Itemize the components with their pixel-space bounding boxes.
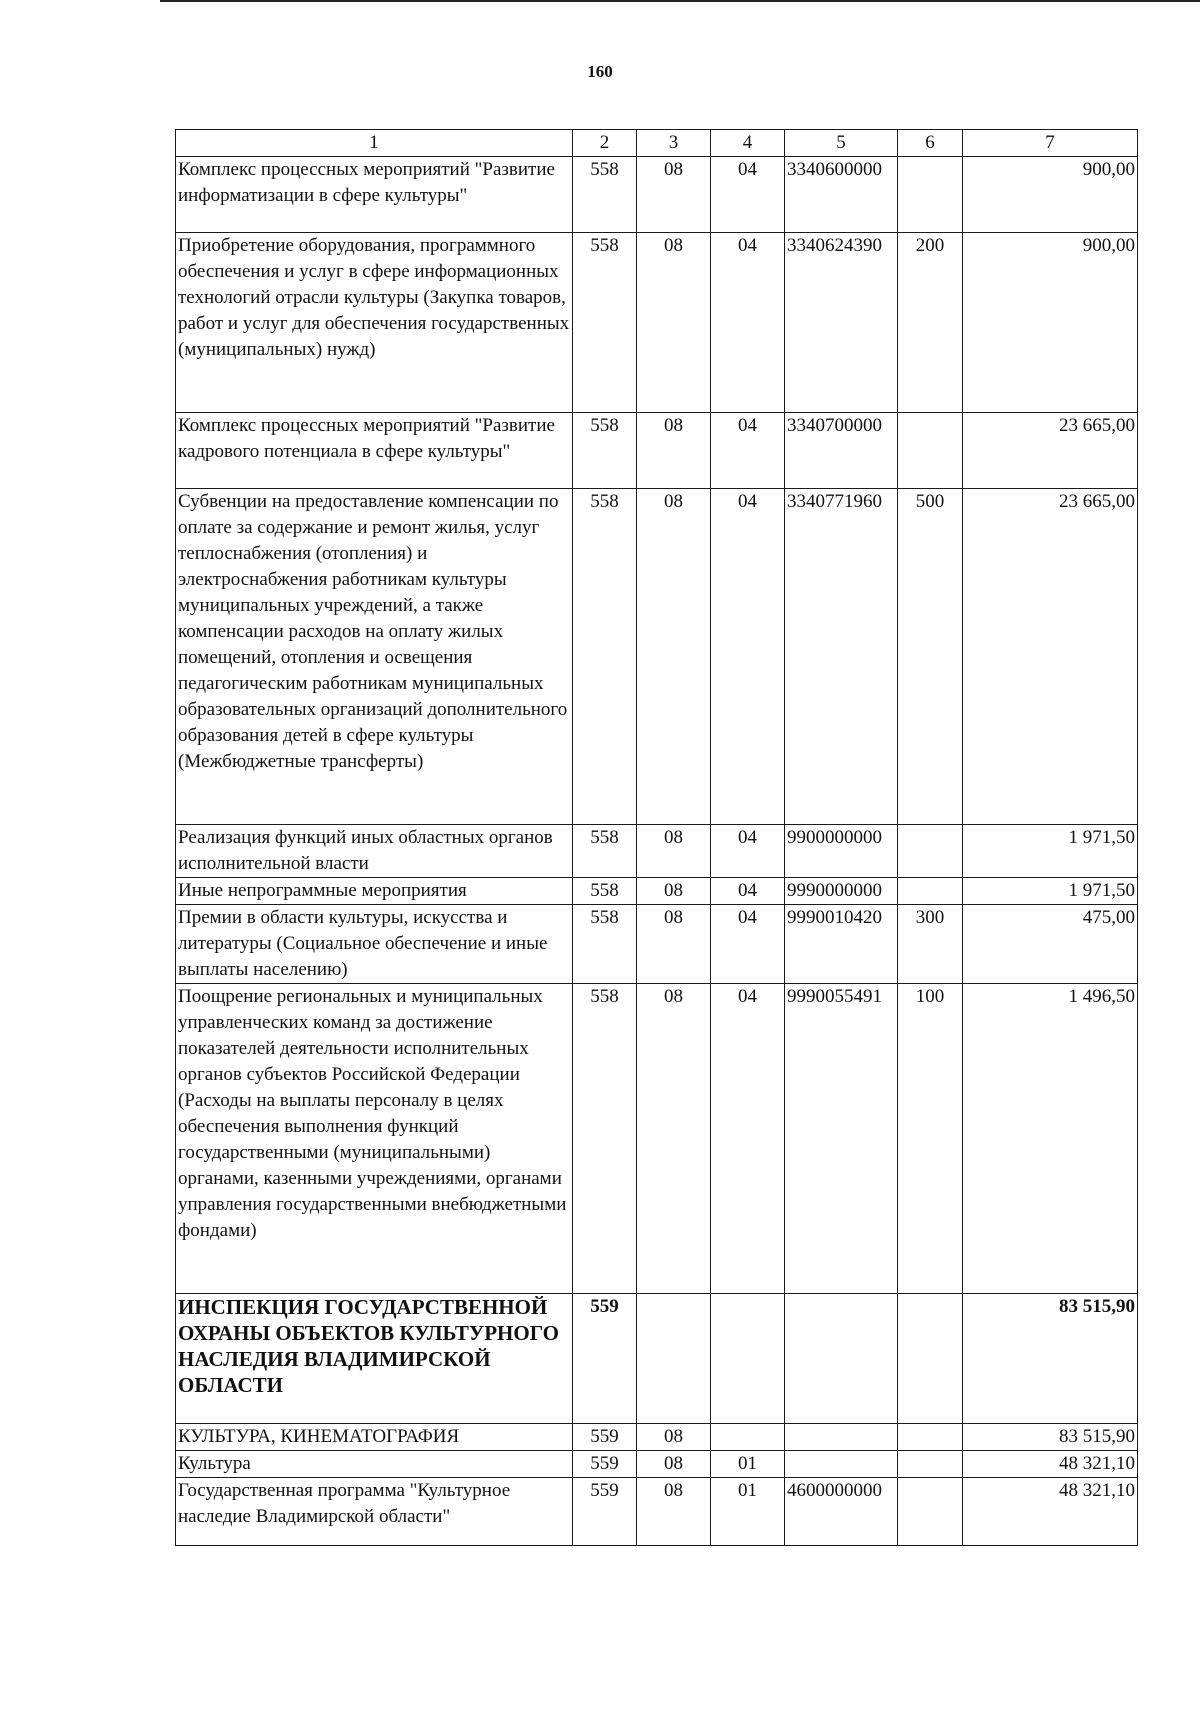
row-col-4-cell: 04 <box>711 825 785 878</box>
row-name-cell: Комплекс процессных мероприятий "Развитие информатизации в сфере культуры" <box>176 157 573 233</box>
row-col-5-cell: 9990055491 <box>785 984 898 1294</box>
page-number: 160 <box>587 62 613 81</box>
header-col-1: 1 <box>176 130 573 157</box>
table-row <box>176 1478 1138 1546</box>
row-col-4-cell <box>711 1294 785 1424</box>
table-row <box>176 825 1138 878</box>
row-amount-cell: 83 515,90 <box>963 1424 1138 1451</box>
header-col-5: 5 <box>785 130 898 157</box>
row-col-2-cell: 558 <box>573 489 637 825</box>
row-col-2-cell: 558 <box>573 233 637 413</box>
row-col-6-cell <box>898 878 963 905</box>
row-name-cell: Иные непрограммные мероприятия <box>176 878 573 905</box>
row-amount-cell: 900,00 <box>963 157 1138 233</box>
row-col-4-cell: 04 <box>711 905 785 984</box>
budget-table <box>175 129 1138 1546</box>
row-amount-cell: 900,00 <box>963 233 1138 413</box>
table-row <box>176 1451 1138 1478</box>
row-col-5-cell: 4600000000 <box>785 1478 898 1546</box>
row-col-3-cell: 08 <box>637 1424 711 1451</box>
row-name-cell: ИНСПЕКЦИЯ ГОСУДАРСТВЕННОЙ ОХРАНЫ ОБЪЕКТОВ КУЛЬТУРНОГО НАСЛЕДИЯ ВЛАДИМИРСКОЙ ОБЛАСТИ <box>176 1294 573 1424</box>
row-name-cell: Реализация функций иных областных органов исполнительной власти <box>176 825 573 878</box>
header-col-6: 6 <box>898 130 963 157</box>
row-name-cell: Государственная программа "Культурное наследие Владимирской области" <box>176 1478 573 1546</box>
row-col-5-cell: 3340771960 <box>785 489 898 825</box>
row-col-6-cell: 500 <box>898 489 963 825</box>
row-col-3-cell: 08 <box>637 413 711 489</box>
table-header-row <box>176 130 1138 157</box>
row-col-4-cell: 04 <box>711 984 785 1294</box>
row-amount-cell: 475,00 <box>963 905 1138 984</box>
header-col-2: 2 <box>573 130 637 157</box>
row-col-5-cell: 3340700000 <box>785 413 898 489</box>
row-col-6-cell <box>898 1424 963 1451</box>
row-col-6-cell <box>898 825 963 878</box>
row-name-cell: КУЛЬТУРА, КИНЕМАТОГРАФИЯ <box>176 1424 573 1451</box>
row-col-4-cell: 04 <box>711 233 785 413</box>
table-row <box>176 233 1138 413</box>
row-col-5-cell: 3340600000 <box>785 157 898 233</box>
row-col-4-cell: 01 <box>711 1478 785 1546</box>
row-col-4-cell: 04 <box>711 157 785 233</box>
row-col-5-cell <box>785 1451 898 1478</box>
row-col-6-cell <box>898 1294 963 1424</box>
row-name-cell: Приобретение оборудования, программного обеспечения и услуг в сфере информационных технологий отрасли культуры (Закупка товаров, работ и услуг для обеспечения государственных (муниципальных) нужд) <box>176 233 573 413</box>
table-row <box>176 905 1138 984</box>
row-col-2-cell: 559 <box>573 1451 637 1478</box>
row-col-4-cell: 04 <box>711 489 785 825</box>
row-col-3-cell: 08 <box>637 1451 711 1478</box>
table-row <box>176 489 1138 825</box>
row-col-6-cell: 200 <box>898 233 963 413</box>
row-col-5-cell: 3340624390 <box>785 233 898 413</box>
row-col-5-cell: 9900000000 <box>785 825 898 878</box>
row-col-2-cell: 559 <box>573 1294 637 1424</box>
header-col-3: 3 <box>637 130 711 157</box>
row-col-6-cell <box>898 157 963 233</box>
row-col-4-cell <box>711 1424 785 1451</box>
row-col-2-cell: 559 <box>573 1424 637 1451</box>
row-amount-cell: 1 971,50 <box>963 878 1138 905</box>
row-col-5-cell <box>785 1424 898 1451</box>
row-col-4-cell: 04 <box>711 878 785 905</box>
row-col-3-cell: 08 <box>637 905 711 984</box>
row-amount-cell: 48 321,10 <box>963 1478 1138 1546</box>
row-col-2-cell: 558 <box>573 825 637 878</box>
row-name-cell: Субвенции на предоставление компенсации по оплате за содержание и ремонт жилья, услуг теплоснабжения (отопления) и электроснабжения работникам культуры муниципальных учреждений, а также компенсации расходов на оплату жилых помещений, отопления и освещения педагогическим работникам муниципальных образовательных организаций дополнительного образования детей в сфере культуры (Межбюджетные трансферты) <box>176 489 573 825</box>
row-amount-cell: 83 515,90 <box>963 1294 1138 1424</box>
row-col-3-cell: 08 <box>637 233 711 413</box>
row-amount-cell: 23 665,00 <box>963 489 1138 825</box>
header-col-4: 4 <box>711 130 785 157</box>
row-col-4-cell: 04 <box>711 413 785 489</box>
row-col-6-cell <box>898 1478 963 1546</box>
row-col-4-cell: 01 <box>711 1451 785 1478</box>
row-col-5-cell: 9990000000 <box>785 878 898 905</box>
table-row <box>176 878 1138 905</box>
row-col-2-cell: 559 <box>573 1478 637 1546</box>
row-col-3-cell: 08 <box>637 489 711 825</box>
row-amount-cell: 23 665,00 <box>963 413 1138 489</box>
row-name-cell: Премии в области культуры, искусства и литературы (Социальное обеспечение и иные выплаты населению) <box>176 905 573 984</box>
row-col-2-cell: 558 <box>573 984 637 1294</box>
row-col-5-cell: 9990010420 <box>785 905 898 984</box>
row-col-2-cell: 558 <box>573 413 637 489</box>
row-amount-cell: 1 971,50 <box>963 825 1138 878</box>
row-col-6-cell <box>898 413 963 489</box>
row-col-5-cell <box>785 1294 898 1424</box>
row-col-2-cell: 558 <box>573 878 637 905</box>
row-col-3-cell: 08 <box>637 157 711 233</box>
row-col-3-cell: 08 <box>637 878 711 905</box>
header-col-7: 7 <box>963 130 1138 157</box>
row-name-cell: Комплекс процессных мероприятий "Развитие кадрового потенциала в сфере культуры" <box>176 413 573 489</box>
table-row <box>176 413 1138 489</box>
row-col-6-cell: 300 <box>898 905 963 984</box>
table-row <box>176 157 1138 233</box>
table-row <box>176 984 1138 1294</box>
row-col-2-cell: 558 <box>573 905 637 984</box>
row-col-6-cell <box>898 1451 963 1478</box>
row-col-6-cell: 100 <box>898 984 963 1294</box>
row-col-3-cell: 08 <box>637 825 711 878</box>
row-col-2-cell: 558 <box>573 157 637 233</box>
row-col-3-cell: 08 <box>637 1478 711 1546</box>
row-name-cell: Поощрение региональных и муниципальных управленческих команд за достижение показателей деятельности исполнительных органов субъектов Российской Федерации (Расходы на выплаты персоналу в целях обеспечения выполнения функций государственными (муниципальными) органами, казенными учреждениями, органами управления государственными внебюджетными фондами) <box>176 984 573 1294</box>
row-amount-cell: 48 321,10 <box>963 1451 1138 1478</box>
top-border-line <box>160 0 1200 2</box>
row-amount-cell: 1 496,50 <box>963 984 1138 1294</box>
table-row <box>176 1424 1138 1451</box>
row-col-3-cell <box>637 1294 711 1424</box>
row-name-cell: Культура <box>176 1451 573 1478</box>
table-row <box>176 1294 1138 1424</box>
row-col-3-cell: 08 <box>637 984 711 1294</box>
